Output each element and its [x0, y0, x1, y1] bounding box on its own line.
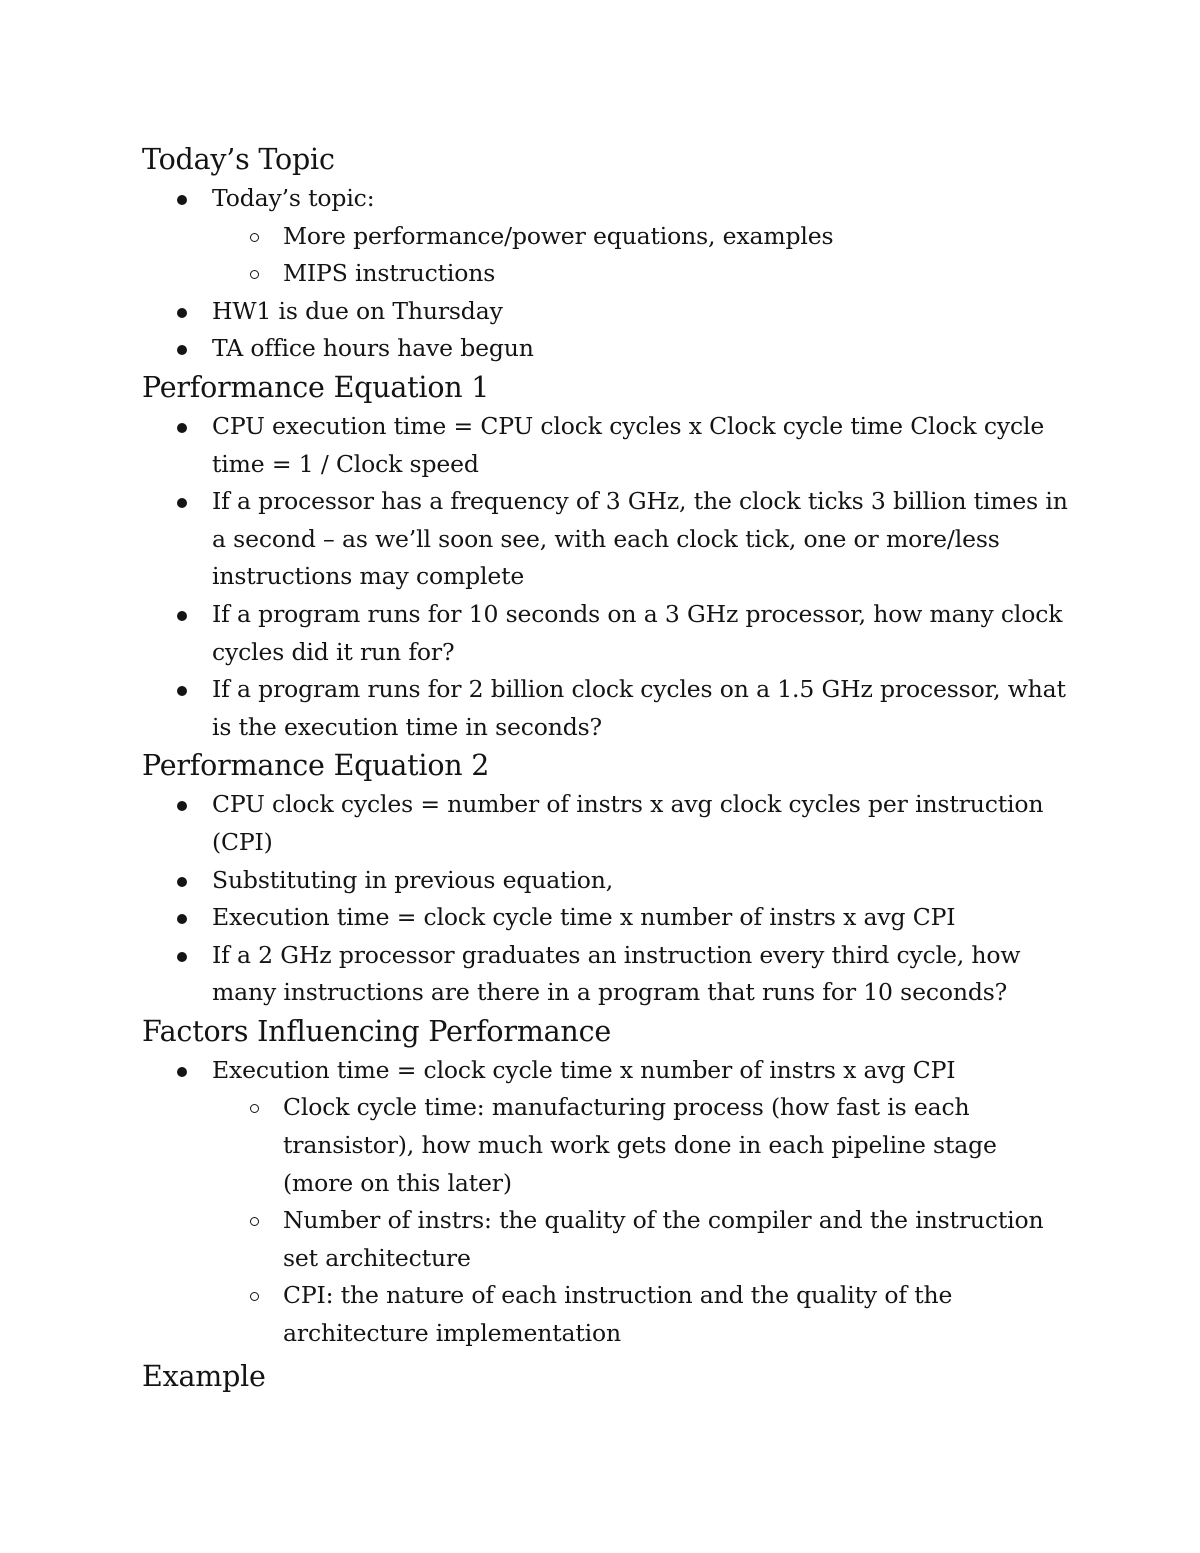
- list-item: [142, 862, 1072, 900]
- list-item-text: TA office hours have begun: [212, 334, 534, 363]
- list-item: [142, 330, 1072, 368]
- list-item: [142, 596, 1072, 671]
- section-heading: Factors Influencing Performance: [142, 1014, 612, 1048]
- list-item: [142, 408, 1072, 483]
- list-item: [142, 483, 1072, 596]
- section-example: [142, 1357, 1072, 1397]
- list-item-text: If a program runs for 10 seconds on a 3 GHz processor, how many clock cycles did it run for?: [212, 599, 1063, 666]
- list-item-text: If a program runs for 2 billion clock cycles on a 1.5 GHz processor, what is the execution time in seconds?: [212, 675, 1066, 741]
- list-item-text: If a 2 GHz processor graduates an instruction every third cycle, how many instructions are there in a program that runs for 10 seconds?: [212, 940, 1021, 1007]
- bullet-dot-icon: [177, 308, 187, 318]
- bullet-dot-icon: [177, 914, 187, 924]
- bullet-dot-icon: [177, 801, 187, 811]
- list-item: [142, 671, 1072, 746]
- bullet-list: [142, 293, 1072, 368]
- sub-list-item-text: More performance/power equations, examples: [283, 221, 834, 250]
- list-item-text: Substituting in previous equation,: [212, 865, 614, 894]
- bullet-circle-icon: [250, 1217, 259, 1226]
- list-item: [142, 937, 1072, 1012]
- list-item: [142, 1052, 1072, 1090]
- bullet-dot-icon: [177, 952, 187, 962]
- document-content: [142, 140, 1072, 1397]
- bullet-list: [142, 180, 1072, 218]
- list-item: [142, 293, 1072, 331]
- bullet-dot-icon: [177, 195, 187, 205]
- section-heading: Performance Equation 2: [142, 749, 490, 783]
- sub-list-item-text: CPI: the nature of each instruction and the quality of the architecture implementation: [283, 1281, 953, 1348]
- list-item-text: Execution time = clock cycle time x number of instrs x avg CPI: [212, 1055, 956, 1084]
- bullet-list: [142, 786, 1072, 1012]
- list-item: [142, 180, 1072, 218]
- bullet-dot-icon: [177, 345, 187, 355]
- section-heading: Today’s Topic: [142, 143, 335, 176]
- list-item-text: Today’s topic:: [212, 184, 375, 212]
- section-factors-influencing-performance: [142, 1012, 1072, 1353]
- list-item-text: Execution time = clock cycle time x number of instrs x avg CPI: [212, 903, 956, 932]
- sub-list-item: [142, 218, 1072, 256]
- list-item-text: HW1 is due on Thursday: [212, 296, 503, 325]
- sub-list-item-text: MIPS instructions: [283, 259, 496, 288]
- section-heading: Example: [142, 1359, 266, 1393]
- bullet-dot-icon: [177, 498, 187, 508]
- section-todays-topic: [142, 140, 1072, 368]
- list-item-text: CPU clock cycles = number of instrs x avg clock cycles per instruction (CPI): [212, 790, 1044, 856]
- bullet-dot-icon: [177, 611, 187, 621]
- bullet-list: [142, 408, 1072, 746]
- bullet-circle-icon: [250, 270, 259, 279]
- bullet-circle-icon: [250, 233, 259, 242]
- section-heading: Performance Equation 1: [142, 370, 490, 404]
- section-performance-equation-2: [142, 746, 1072, 1012]
- bullet-dot-icon: [177, 877, 187, 887]
- sub-list-item: [142, 1089, 1072, 1202]
- list-item: [142, 786, 1072, 861]
- sub-list-item: [142, 1277, 1072, 1352]
- list-item: [142, 899, 1072, 937]
- bullet-dot-icon: [177, 686, 187, 696]
- section-performance-equation-1: [142, 368, 1072, 746]
- sub-list-item-text: Clock cycle time: manufacturing process (how fast is each transistor), how much work gets done in each pipeline stage (more on this later): [283, 1093, 997, 1197]
- sub-list-item: [142, 1202, 1072, 1277]
- bullet-circle-icon: [250, 1104, 259, 1113]
- bullet-list: [142, 1052, 1072, 1090]
- sub-bullet-list: [142, 218, 1072, 293]
- sub-list-item: [142, 255, 1072, 293]
- bullet-dot-icon: [177, 1067, 187, 1077]
- bullet-dot-icon: [177, 423, 187, 433]
- bullet-circle-icon: [250, 1292, 259, 1301]
- list-item-text: If a processor has a frequency of 3 GHz, the clock ticks 3 billion times in a second – as we’ll soon see, with each clock tick, one or more/less instructions may complete: [212, 487, 1068, 591]
- list-item-text: CPU execution time = CPU clock cycles x Clock cycle time Clock cycle time = 1 / Clock speed: [212, 411, 1045, 478]
- sub-list-item-text: Number of instrs: the quality of the compiler and the instruction set architecture: [283, 1206, 1044, 1272]
- sub-bullet-list: [142, 1089, 1072, 1352]
